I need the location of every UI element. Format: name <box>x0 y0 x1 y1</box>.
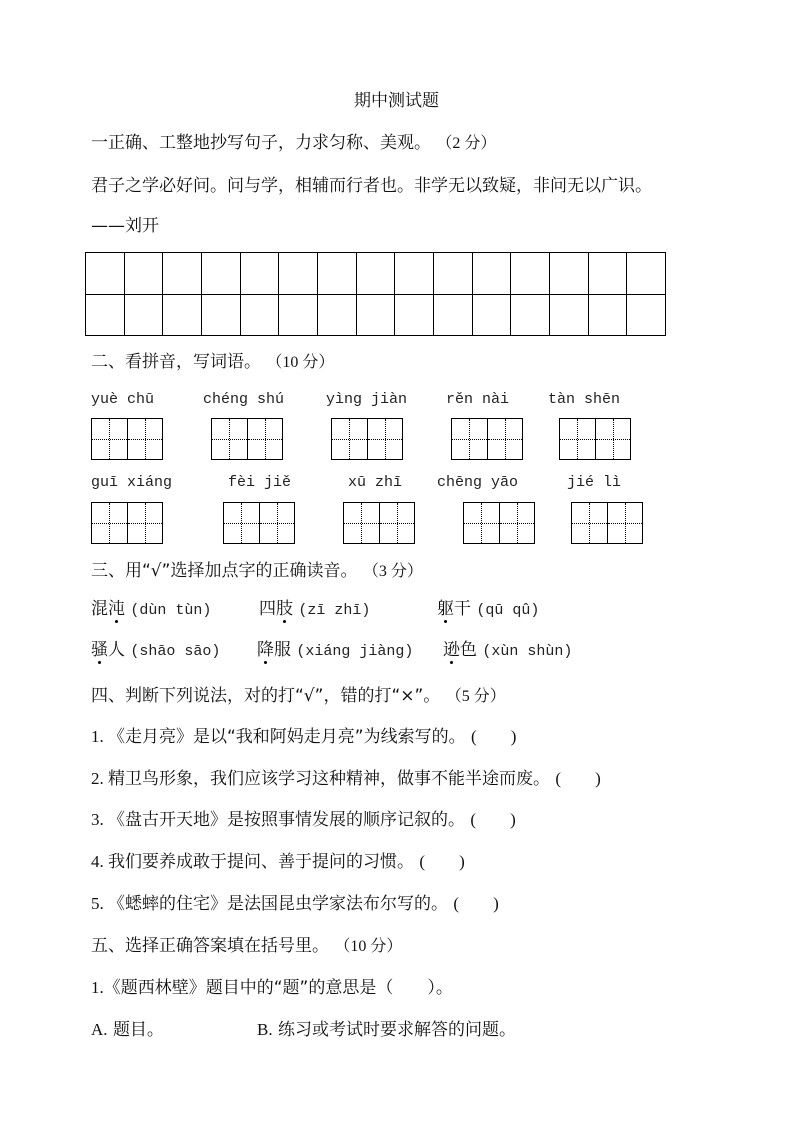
section4-score: （5 分） <box>445 688 506 705</box>
grid-cell[interactable] <box>550 295 589 337</box>
grid-cell[interactable] <box>434 253 473 295</box>
reading-item <box>437 594 539 619</box>
item-text: 《蟋蟀的住宅》是法国昆虫学家法布尔写的。 <box>108 894 448 914</box>
choice-question <box>91 973 453 998</box>
dotted-char: 躯 <box>437 594 454 619</box>
item-number: 3. <box>91 810 108 829</box>
pinyin-label: yuè chū <box>91 391 155 408</box>
grid-cell[interactable] <box>589 253 628 295</box>
section1-author: ——刘开 <box>91 216 159 236</box>
grid-cell[interactable] <box>357 253 396 295</box>
dotted-char: 沌 <box>108 594 125 619</box>
section3-score: （3 分） <box>362 563 423 580</box>
option-text: 题目。 <box>112 1020 164 1040</box>
section5-score: （10 分） <box>334 938 403 955</box>
pronunciation-options[interactable]: (zī zhī) <box>298 602 371 619</box>
section1-heading-text: 一正确、工整地抄写句子，力求匀称、美观。 <box>91 133 431 153</box>
grid-cell[interactable] <box>395 295 434 337</box>
judgement-item <box>91 764 601 789</box>
grid-cell[interactable] <box>318 253 357 295</box>
grid-cell[interactable] <box>125 253 164 295</box>
grid-cell[interactable] <box>318 295 357 337</box>
section2-heading <box>91 347 334 372</box>
tianzige-box[interactable] <box>463 502 535 544</box>
section1-heading <box>91 128 496 153</box>
judgement-item <box>91 847 465 872</box>
grid-cell[interactable] <box>434 295 473 337</box>
item-number: 5. <box>91 894 108 913</box>
pronunciation-options[interactable]: (dùn tùn) <box>130 602 212 619</box>
copy-writing-grid[interactable] <box>85 252 666 336</box>
item-text: 《盘古开天地》是按照事情发展的顺序记叙的。 <box>108 810 465 830</box>
grid-cell[interactable] <box>241 253 280 295</box>
choice-option-a[interactable] <box>91 1015 164 1040</box>
item-text: 精卫鸟形象，我们应该学习这种精神，做事不能半途而废。 <box>108 769 550 789</box>
grid-cell[interactable] <box>125 295 164 337</box>
section1-score: （2 分） <box>436 135 497 152</box>
dotted-char: 肢 <box>276 594 293 619</box>
pronunciation-options[interactable]: (shāo sāo) <box>130 643 221 660</box>
page-title: 期中测试题 <box>354 91 439 111</box>
word-char: 四 <box>259 599 276 619</box>
pronunciation-options[interactable]: (xùn shùn) <box>482 643 573 660</box>
grid-cell[interactable] <box>86 253 125 295</box>
section4-heading <box>91 681 506 706</box>
grid-cell[interactable] <box>241 295 280 337</box>
option-text: 练习或考试时要求解答的问题。 <box>278 1020 516 1040</box>
dotted-char: 降 <box>257 635 274 660</box>
item-number: 1. <box>91 978 104 997</box>
tianzige-box[interactable] <box>343 502 415 544</box>
tianzige-box[interactable] <box>331 418 403 460</box>
grid-cell[interactable] <box>511 253 550 295</box>
answer-blank[interactable]: ( ) <box>453 894 499 913</box>
pinyin-label: chéng shú <box>203 391 285 408</box>
grid-cell[interactable] <box>627 253 666 295</box>
judgement-item <box>91 889 499 914</box>
grid-cell[interactable] <box>279 295 318 337</box>
reading-item <box>91 594 211 619</box>
pinyin-label: jié lì <box>567 474 622 491</box>
grid-cell[interactable] <box>202 253 241 295</box>
tianzige-box[interactable] <box>559 418 631 460</box>
tianzige-box[interactable] <box>91 418 163 460</box>
word-char: 干 <box>454 599 471 619</box>
pinyin-label: guī xiáng <box>91 474 173 491</box>
grid-cell[interactable] <box>473 253 512 295</box>
word-char: 人 <box>108 640 125 660</box>
section2-heading-text: 二、看拼音，写词语。 <box>91 352 261 372</box>
tianzige-box[interactable] <box>223 502 295 544</box>
section5-heading <box>91 931 402 956</box>
pinyin-label: chēng yāo <box>437 474 519 491</box>
section5-heading-text: 五、选择正确答案填在括号里。 <box>91 936 329 956</box>
pinyin-label: rěn nài <box>446 391 510 408</box>
grid-cell[interactable] <box>357 295 396 337</box>
option-label: A. <box>91 1020 108 1039</box>
grid-cell[interactable] <box>86 295 125 337</box>
dotted-char: 骚 <box>91 635 108 660</box>
section4-heading-text: 四、判断下列说法，对的打“√”，错的打“×”。 <box>91 686 441 706</box>
grid-cell[interactable] <box>202 295 241 337</box>
grid-cell[interactable] <box>627 295 666 337</box>
answer-blank[interactable]: ( ) <box>470 810 516 829</box>
item-text: 我们要养成敢于提问、善于提问的习惯。 <box>108 852 414 872</box>
grid-cell[interactable] <box>279 253 318 295</box>
judgement-item <box>91 722 516 747</box>
word-char: 色 <box>460 640 477 660</box>
grid-cell[interactable] <box>473 295 512 337</box>
pinyin-label: tàn shēn <box>548 391 621 408</box>
choice-option-b[interactable] <box>257 1015 516 1040</box>
grid-cell[interactable] <box>395 253 434 295</box>
tianzige-box[interactable] <box>571 502 643 544</box>
pinyin-label: xū zhī <box>348 474 403 491</box>
pinyin-label: fèi jiě <box>228 474 292 491</box>
grid-cell[interactable] <box>589 295 628 337</box>
item-number: 1. <box>91 727 108 746</box>
dotted-char: 逊 <box>443 635 460 660</box>
reading-item <box>443 635 572 660</box>
grid-cell[interactable] <box>163 253 202 295</box>
item-number: 4. <box>91 852 108 871</box>
word-char: 混 <box>91 599 108 619</box>
grid-cell[interactable] <box>511 295 550 337</box>
reading-item <box>91 635 220 660</box>
tianzige-box[interactable] <box>451 418 523 460</box>
section1-sentence: 君子之学必好问。问与学，相辅而行者也。非学无以致疑，非问无以广识。 <box>91 176 652 196</box>
section3-heading-text: 三、用“√”选择加点字的正确读音。 <box>91 561 358 581</box>
pronunciation-options[interactable]: (qū qû) <box>476 602 540 619</box>
question-text: 《题西林壁》题目中的“题”的意思是（ ）。 <box>103 978 453 998</box>
pronunciation-options[interactable]: (xiáng jiàng) <box>296 643 414 660</box>
reading-item <box>257 635 413 660</box>
tianzige-box[interactable] <box>91 502 163 544</box>
item-text: 《走月亮》是以“我和阿妈走月亮”为线索写的。 <box>108 727 466 747</box>
section3-heading <box>91 556 423 581</box>
section2-score: （10 分） <box>266 354 335 371</box>
option-label: B. <box>257 1020 273 1039</box>
word-char: 服 <box>274 640 291 660</box>
tianzige-box[interactable] <box>211 418 283 460</box>
grid-cell[interactable] <box>163 295 202 337</box>
judgement-item <box>91 805 516 830</box>
answer-blank[interactable]: ( ) <box>471 727 517 746</box>
answer-blank[interactable]: ( ) <box>419 852 465 871</box>
grid-cell[interactable] <box>550 253 589 295</box>
pinyin-label: yìng jiàn <box>326 391 408 408</box>
answer-blank[interactable]: ( ) <box>555 769 601 788</box>
item-number: 2. <box>91 769 108 788</box>
reading-item <box>259 594 370 619</box>
